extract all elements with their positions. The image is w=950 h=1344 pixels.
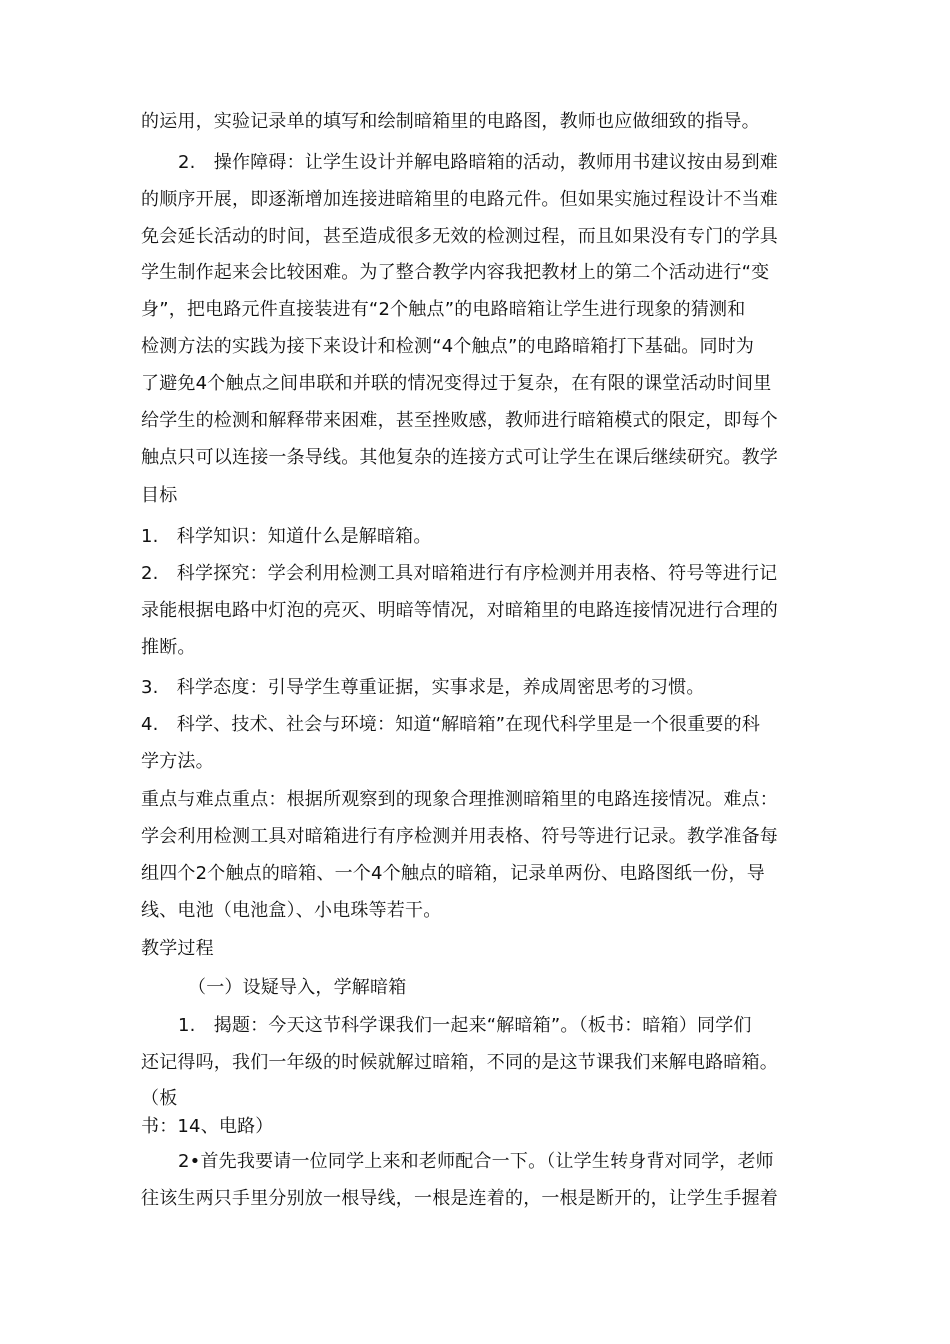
paragraph-line: 2•首先我要请一位同学上来和老师配合一下。（让学生转身背对同学，老师 (178, 1151, 774, 1172)
paragraph-line: 线、电池（电池盒）、小电珠等若干。 (141, 900, 442, 921)
list-item: 1. 科学知识：知道什么是解暗箱。 (141, 526, 432, 547)
paragraph-line: 了避免4个触点之间串联和并联的情况变得过于复杂，在有限的课堂活动时间里 (141, 373, 772, 394)
paragraph-line: 学方法。 (141, 751, 214, 772)
paragraph-line: 推断。 (141, 637, 196, 658)
paragraph-line: 录能根据电路中灯泡的亮灭、明暗等情况，对暗箱里的电路连接情况进行合理的 (141, 600, 778, 621)
paragraph-line: 触点只可以连接一条导线。其他复杂的连接方式可让学生在课后继续研究。教学 (141, 447, 778, 468)
list-item: 4. 科学、技术、社会与环境：知道“解暗箱”在现代科学里是一个很重要的科 (141, 714, 761, 735)
paragraph-line: 检测方法的实践为接下来设计和检测“4个触点”的电路暗箱打下基础。同时为 (141, 336, 755, 357)
paragraph-line: 书：14、电路） (141, 1116, 274, 1137)
paragraph-line: 的运用，实验记录单的填写和绘制暗箱里的电路图，教师也应做细致的指导。 (141, 111, 760, 132)
paragraph-line: 组四个2个触点的暗箱、一个4个触点的暗箱，记录单两份、电路图纸一份，导 (141, 863, 765, 884)
paragraph-line: （板 (141, 1088, 178, 1109)
paragraph-line: 给学生的检测和解释带来困难，甚至挫败感，教师进行暗箱模式的限定，即每个 (141, 410, 778, 431)
paragraph-line: 还记得吗，我们一年级的时候就解过暗箱，不同的是这节课我们来解电路暗箱。 (141, 1052, 778, 1073)
paragraph-line: 学会利用检测工具对暗箱进行有序检测并用表格、符号等进行记录。教学准备每 (141, 826, 778, 847)
paragraph-line: 重点与难点重点：根据所观察到的现象合理推测暗箱里的电路连接情况。难点： (141, 789, 778, 810)
paragraph-line: 身”，把电路元件直接装进有“2个触点”的电路暗箱让学生进行现象的猜测和 (141, 299, 746, 320)
section-heading: 教学过程 (141, 938, 214, 959)
list-item: 3. 科学态度：引导学生尊重证据，实事求是，养成周密思考的习惯。 (141, 677, 705, 698)
list-item: 2. 科学探究：学会利用检测工具对暗箱进行有序检测并用表格、符号等进行记 (141, 563, 778, 584)
subsection-heading: （一）设疑导入，学解暗箱 (188, 977, 407, 998)
paragraph-line: 1. 揭题：今天这节科学课我们一起来“解暗箱”。（板书：暗箱）同学们 (178, 1015, 752, 1036)
paragraph-line: 目标 (141, 485, 178, 506)
paragraph-line: 往该生两只手里分别放一根导线，一根是连着的，一根是断开的，让学生手握着 (141, 1188, 778, 1209)
paragraph-line: 免会延长活动的时间，甚至造成很多无效的检测过程，而且如果没有专门的学具 (141, 226, 778, 247)
paragraph-line: 学生制作起来会比较困难。为了整合教学内容我把教材上的第二个活动进行“变 (141, 262, 770, 283)
paragraph-line: 2. 操作障碍：让学生设计并解电路暗箱的活动，教师用书建议按由易到难 (178, 152, 778, 173)
paragraph-line: 的顺序开展，即逐渐增加连接进暗箱里的电路元件。但如果实施过程设计不当难 (141, 189, 778, 210)
